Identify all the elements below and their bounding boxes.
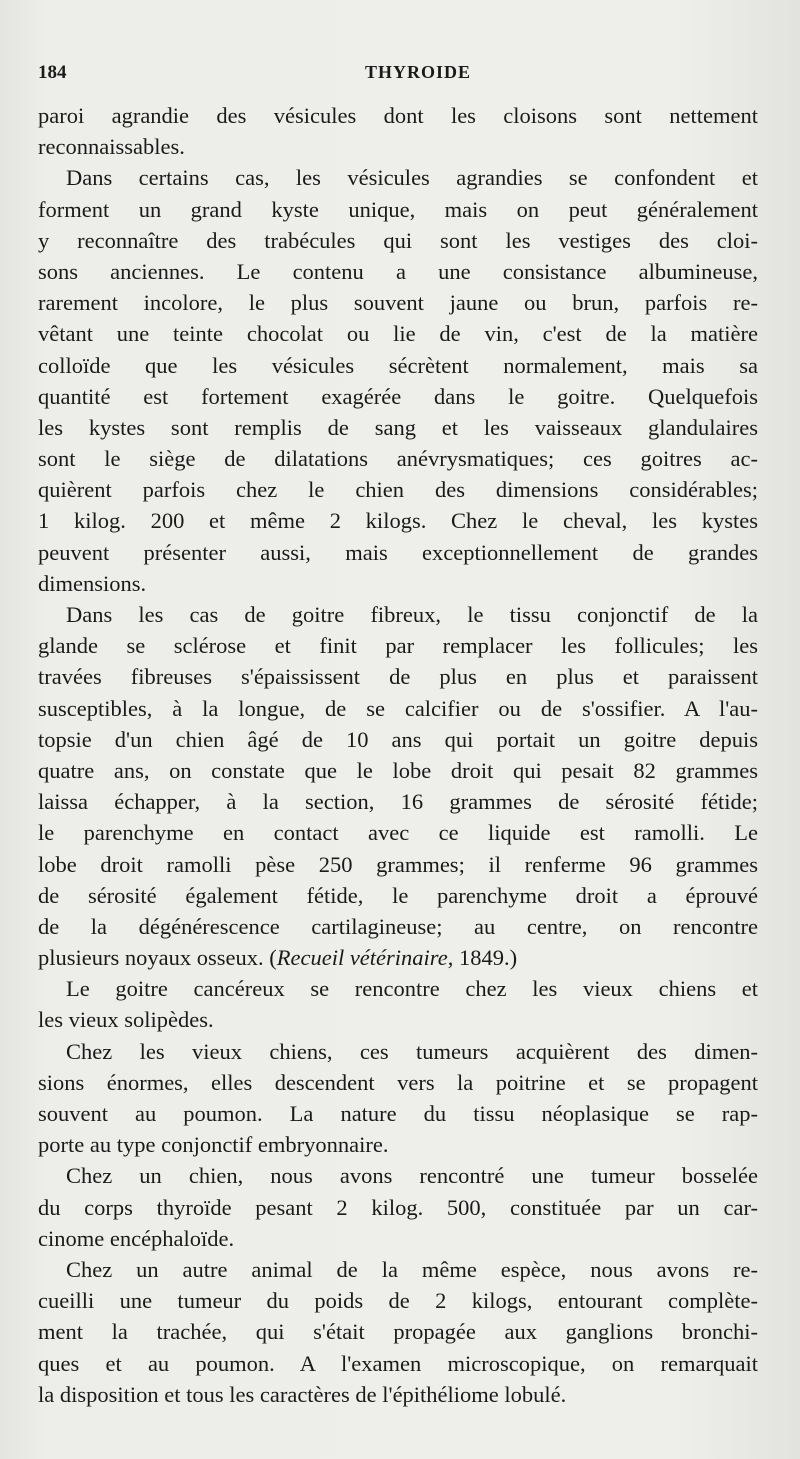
text-line: du corps thyroïde pesant 2 kilog. 500, constituée par un car- xyxy=(38,1194,758,1220)
text-line: la disposition et tous les caractères de l'épithéliome lobulé. xyxy=(38,1381,567,1407)
text-line: Dans les cas de goitre fibreux, le tissu conjonctif de la xyxy=(66,602,758,627)
text-line: plusieurs noyaux osseux. (Recueil vétérinaire, 1849.) xyxy=(38,945,518,971)
text-line: Dans certains cas, les vésicules agrandies se confondent et xyxy=(66,165,758,191)
text-line: dimensions. xyxy=(38,570,147,596)
text-line: sons anciennes. Le contenu a une consistance albumineuse, xyxy=(38,258,758,284)
text-line: de la dégénérescence cartilagineuse; au centre, on rencontre xyxy=(38,913,758,939)
text-line: quantité est fortement exagérée dans le goitre. Quelquefois xyxy=(38,383,758,409)
text-line: 1 kilog. 200 et même 2 kilogs. Chez le cheval, les kystes xyxy=(38,508,758,534)
text-line: Chez les vieux chiens, ces tumeurs acquièrent des dimen- xyxy=(66,1038,758,1064)
text-line: ment la trachée, qui s'était propagée aux ganglions bronchi- xyxy=(38,1319,758,1345)
text-line: quièrent parfois chez le chien des dimensions considérables; xyxy=(38,477,758,503)
text-line: quatre ans, on constate que le lobe droit qui pesait 82 grammes xyxy=(38,757,758,783)
text-line: souvent au poumon. La nature du tissu néoplasique se rap- xyxy=(38,1101,758,1126)
text-line: glande se sclérose et finit par remplacer les follicules; les xyxy=(38,633,758,659)
text-line: porte au type conjonctif embryonnaire. xyxy=(38,1132,389,1158)
text-line: sont le siège de dilatations anévrysmatiques; ces goitres ac- xyxy=(38,446,758,472)
page-header xyxy=(38,62,758,88)
text-line: Chez un chien, nous avons rencontré une tumeur bosselée xyxy=(66,1163,758,1189)
text-line: les vieux solipèdes. xyxy=(38,1007,214,1033)
text-line: colloïde que les vésicules sécrètent normalement, mais sa xyxy=(38,352,758,378)
text-line: susceptibles, à la longue, de se calcifier ou de s'ossifier. A l'au- xyxy=(38,695,758,721)
text-line: cinome encéphaloïde. xyxy=(38,1225,235,1251)
body-text xyxy=(38,100,758,1410)
text-line: lobe droit ramolli pèse 250 grammes; il renferme 96 grammes xyxy=(38,851,758,877)
text-line: sions énormes, elles descendent vers la poitrine et se propagent xyxy=(38,1069,758,1095)
text-line: travées fibreuses s'épaississent de plus en plus et paraissent xyxy=(38,664,758,690)
text-line: le parenchyme en contact avec ce liquide est ramolli. Le xyxy=(38,820,758,846)
page-number: 184 xyxy=(38,62,67,83)
text-line: Chez un autre animal de la même espèce, nous avons re- xyxy=(66,1256,758,1282)
text-line: les kystes sont remplis de sang et les vaisseaux glandulaires xyxy=(38,414,758,440)
text-line: de sérosité également fétide, le parenchyme droit a éprouvé xyxy=(38,882,758,908)
text-line: Le goitre cancéreux se rencontre chez les vieux chiens et xyxy=(66,976,758,1002)
text-line: ques et au poumon. A l'examen microscopique, on remarquait xyxy=(38,1350,758,1376)
text-line: paroi agrandie des vésicules dont les cloisons sont nettement xyxy=(38,103,758,128)
text-line: topsie d'un chien âgé de 10 ans qui portait un goitre depuis xyxy=(38,726,758,752)
running-title: THYROIDE xyxy=(364,62,471,82)
text-line: rarement incolore, le plus souvent jaune ou brun, parfois re- xyxy=(38,290,758,316)
text-line: forment un grand kyste unique, mais on peut généralement xyxy=(38,196,758,222)
text-line: peuvent présenter aussi, mais exceptionnellement de grandes xyxy=(38,539,758,565)
text-line: laissa échapper, à la section, 16 grammes de sérosité fétide; xyxy=(38,789,758,815)
text-line: y reconnaître des trabécules qui sont les vestiges des cloi- xyxy=(38,227,758,253)
text-line: reconnaissables. xyxy=(38,134,185,160)
text-line: vêtant une teinte chocolat ou lie de vin, c'est de la matière xyxy=(38,321,758,347)
text-line: cueilli une tumeur du poids de 2 kilogs, entourant complète- xyxy=(38,1288,758,1314)
